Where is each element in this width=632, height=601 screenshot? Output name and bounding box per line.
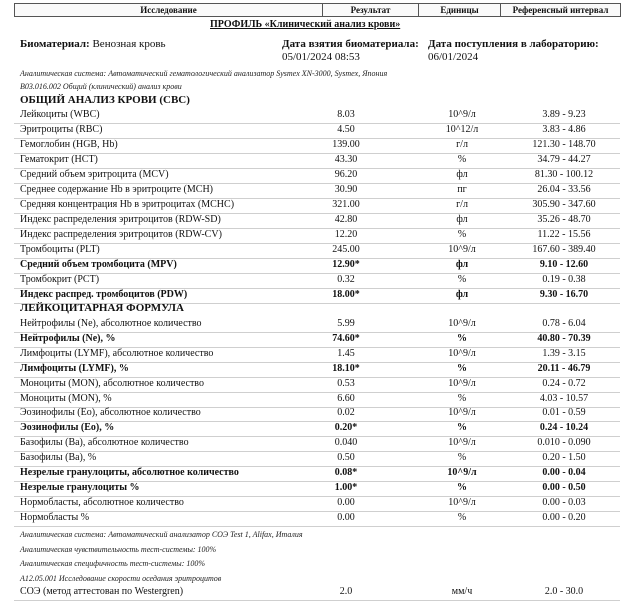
result-value: 1.00* [334, 481, 358, 493]
table-row [14, 123, 620, 139]
unit: % [457, 481, 467, 493]
table-row [14, 406, 620, 422]
result-value: 12.90* [332, 259, 360, 270]
reference-range: 9.10 - 12.60 [539, 259, 589, 270]
reference-range: 0.00 - 0.04 [542, 467, 586, 478]
table-row [14, 258, 620, 274]
test-name: Эритроциты (RBC) [20, 124, 103, 135]
result-value: 18.10* [332, 362, 360, 374]
unit: % [457, 362, 467, 374]
biomaterial-value: Венозная кровь [92, 38, 166, 50]
test-name: Нейтрофилы (Ne), % [20, 332, 116, 344]
reference-range: 0.00 - 0.50 [542, 481, 586, 493]
reference-range: 167.60 - 389.40 [532, 244, 596, 255]
result-value: 42.80 [334, 214, 358, 225]
unit: 10^9/л [448, 347, 476, 359]
test-name: Базофилы (Ba), абсолютное количество [20, 437, 189, 449]
unit: 10^9/л [448, 407, 476, 419]
reference-range: 121.30 - 148.70 [532, 139, 596, 150]
reference-range: 0.20 - 1.50 [542, 452, 586, 464]
unit: 10^9/л [448, 318, 476, 329]
table-row [14, 273, 620, 289]
section-leukocyte-formula: ЛЕЙКОЦИТАРНАЯ ФОРМУЛА [20, 302, 184, 314]
result-value: 0.50 [337, 452, 355, 464]
test-name: Нормобласты % [20, 511, 90, 523]
reference-range: 0.00 - 0.03 [542, 496, 586, 508]
result-value: 321.00 [332, 199, 360, 210]
table-row [14, 362, 620, 378]
unit: пг [457, 184, 467, 195]
table-row [14, 153, 620, 169]
test-name: Эозинофилы (Eo), абсолютное количество [20, 407, 201, 419]
table-row [14, 108, 620, 124]
test-name: Базофилы (Ba), % [20, 452, 97, 464]
unit: фл [455, 289, 469, 300]
unit: 10^9/л [448, 109, 476, 120]
reference-range: 0.01 - 0.59 [542, 407, 586, 419]
test-name: Тромбоциты (PLT) [20, 244, 100, 255]
reference-range: 81.30 - 100.12 [534, 169, 594, 180]
received-date [428, 38, 599, 64]
table-row [14, 198, 620, 214]
unit: % [457, 511, 467, 523]
table-row [14, 168, 620, 184]
result-value: 43.30 [334, 154, 358, 165]
test-name: СОЭ (метод аттестован по Westergren) [20, 586, 184, 597]
table-row [14, 138, 620, 154]
header-reference: Референсный интервал [500, 3, 621, 17]
test-name: Эозинофилы (Eo), % [20, 422, 115, 434]
test-name: Лимфоциты (LYMF), абсолютное количество [20, 347, 214, 359]
reference-range: 0.24 - 0.72 [542, 377, 586, 389]
result-value: 139.00 [332, 139, 360, 150]
reference-range: 3.89 - 9.23 [542, 109, 586, 120]
result-value: 0.00 [337, 511, 355, 523]
result-value: 30.90 [334, 184, 358, 195]
unit: 10^9/л [448, 437, 476, 449]
received-value: 06/01/2024 [428, 51, 479, 63]
test-name: Незрелые гранулоциты % [20, 481, 140, 493]
result-value: 1.45 [337, 347, 355, 359]
test-name: Моноциты (MON), абсолютное количество [20, 377, 204, 389]
table-row [14, 243, 620, 259]
unit: 10^9/л [447, 467, 477, 478]
test-name: Среднее содержание Hb в эритроците (MCH) [20, 184, 213, 195]
table-row [14, 466, 620, 482]
reference-range: 40.80 - 70.39 [537, 332, 591, 344]
table-row [14, 481, 620, 497]
unit: 10^9/л [448, 244, 476, 255]
test-name: Нейтрофилы (Ne), абсолютное количество [20, 318, 202, 329]
unit: % [457, 154, 467, 165]
reference-range: 0.00 - 0.20 [542, 511, 586, 523]
unit: % [457, 229, 467, 240]
table-row [14, 511, 620, 527]
reference-range: 2.0 - 30.0 [544, 586, 584, 597]
received-label: Дата поступления в лабораторию: [428, 38, 599, 50]
test-name: Средний объем эритроцита (MCV) [20, 169, 169, 180]
table-row [14, 496, 620, 512]
unit: % [457, 422, 467, 434]
table-row [14, 451, 620, 467]
unit: г/л [456, 139, 468, 150]
unit: % [457, 332, 467, 344]
table-row [14, 392, 620, 408]
footer-line: А12.05.001 Исследование скорости оседания эритроцитов [20, 573, 222, 583]
biomaterial [20, 38, 166, 51]
reference-range: 11.22 - 15.56 [537, 229, 591, 240]
reference-range: 305.90 - 347.60 [532, 199, 596, 210]
table-row [14, 213, 620, 229]
result-value: 0.02 [337, 407, 355, 419]
unit: фл [455, 259, 469, 270]
reference-range: 26.04 - 33.56 [537, 184, 591, 195]
header-result: Результат [322, 3, 419, 17]
table-row [14, 317, 620, 333]
test-name: Незрелые гранулоциты, абсолютное количество [20, 467, 239, 478]
result-value: 0.20* [334, 422, 358, 434]
result-value: 2.0 [339, 586, 353, 597]
profile-title: ПРОФИЛЬ «Клинический анализ крови» [210, 19, 401, 30]
unit: г/л [456, 199, 468, 210]
result-value: 0.32 [337, 274, 355, 285]
collection-date [282, 38, 419, 64]
test-name: Средняя концентрация Hb в эритроцитах (MCHC) [20, 199, 235, 210]
unit: % [457, 274, 467, 285]
header-units: Единицы [418, 3, 501, 17]
reference-range: 1.39 - 3.15 [542, 347, 586, 359]
unit: % [457, 392, 467, 404]
footer-line: Аналитическая система: Автоматический анализатор СОЭ Test 1, Alifax, Италия [20, 530, 303, 539]
unit: 10^9/л [448, 496, 476, 508]
esr-row [14, 585, 620, 601]
test-name: Индекс распределения эритроцитов (RDW-CV) [20, 229, 222, 240]
result-value: 5.99 [337, 318, 355, 329]
test-name: Лейкоциты (WBC) [20, 109, 100, 120]
test-name: Гемоглобин (HGB, Hb) [20, 139, 118, 150]
table-row [14, 183, 620, 199]
test-code: В03.016.002 Общий (клинический) анализ крови [20, 82, 182, 91]
test-name: Тромбокрит (PCT) [20, 274, 100, 285]
test-name: Средний объем тромбоцита (MPV) [20, 259, 177, 270]
table-row [14, 436, 620, 452]
result-value: 0.08* [334, 467, 358, 478]
unit: фл [456, 169, 468, 180]
biomaterial-label: Биоматериал: [20, 38, 90, 50]
reference-range: 3.83 - 4.86 [542, 124, 586, 135]
header-test: Исследование [14, 3, 323, 17]
reference-range: 34.79 - 44.27 [537, 154, 591, 165]
reference-range: 0.24 - 10.24 [539, 422, 589, 434]
collection-label: Дата взятия биоматериала: [282, 38, 419, 50]
test-name: Лимфоциты (LYMF), % [20, 362, 129, 374]
section-cbc: ОБЩИЙ АНАЛИЗ КРОВИ (CBC) [20, 94, 190, 106]
result-value: 0.53 [337, 377, 355, 389]
reference-range: 0.19 - 0.38 [542, 274, 586, 285]
result-value: 18.00* [332, 289, 360, 300]
table-row [14, 347, 620, 363]
reference-range: 4.03 - 10.57 [539, 392, 589, 404]
table-row [14, 421, 620, 437]
test-name: Гематокрит (HCT) [20, 154, 98, 165]
reference-range: 0.78 - 6.04 [542, 318, 586, 329]
result-value: 0.040 [334, 437, 358, 449]
test-name: Индекс распределения эритроцитов (RDW-SD) [20, 214, 221, 225]
unit: % [457, 452, 467, 464]
test-name: Индекс распред. тромбоцитов (PDW) [20, 289, 188, 300]
table-row [14, 332, 620, 348]
result-value: 6.60 [337, 392, 355, 404]
footer-line: Аналитическая чувствительность тест-системы: 100% [20, 544, 217, 554]
table-row [14, 377, 620, 393]
unit: 10^9/л [448, 377, 476, 389]
unit: мм/ч [451, 586, 473, 597]
collection-value: 05/01/2024 08:53 [282, 51, 360, 63]
reference-range: 9.30 - 16.70 [539, 289, 589, 300]
result-value: 12.20 [334, 229, 358, 240]
result-value: 8.03 [337, 109, 355, 120]
result-value: 245.00 [332, 244, 360, 255]
table-row [14, 228, 620, 244]
analytic-system: Аналитическая система: Автоматический гематологический анализатор Sysmex XN-3000, Sysmex, Япония [20, 69, 388, 78]
reference-range: 35.26 - 48.70 [537, 214, 591, 225]
reference-range: 20.11 - 46.79 [537, 362, 591, 374]
unit: фл [456, 214, 468, 225]
table-header [14, 3, 620, 17]
footer-line: Аналитическая специфичность тест-системы: 100% [20, 559, 206, 568]
result-value: 4.50 [337, 124, 355, 135]
test-name: Нормобласты, абсолютное количество [20, 496, 184, 508]
result-value: 0.00 [337, 496, 355, 508]
result-value: 74.60* [332, 332, 360, 344]
reference-range: 0.010 - 0.090 [537, 437, 591, 449]
unit: 10^12/л [445, 124, 479, 135]
result-value: 96.20 [334, 169, 358, 180]
test-name: Моноциты (MON), % [20, 392, 112, 404]
